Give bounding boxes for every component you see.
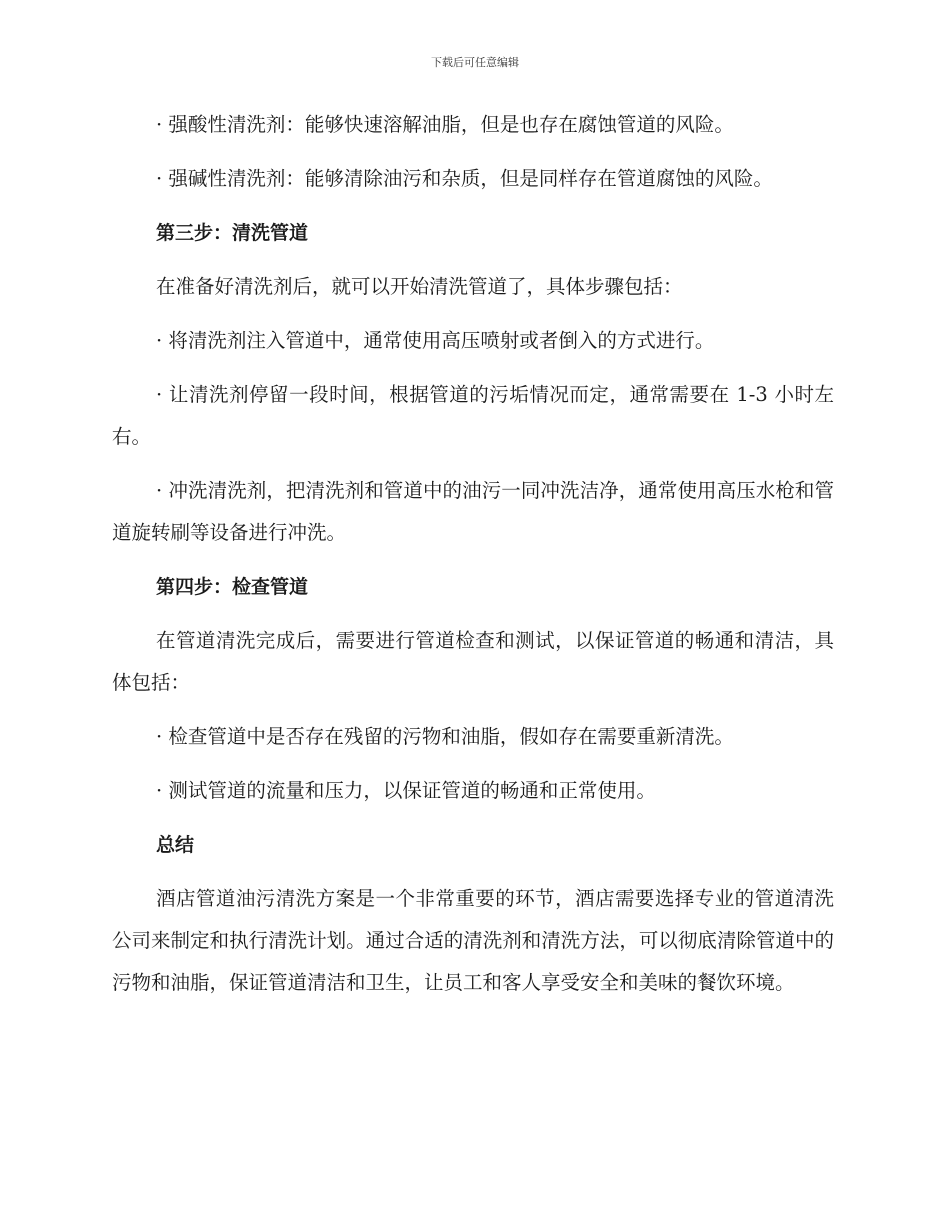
bullet-strong-alkali: · 强碱性清洗剂：能够清除油污和杂质，但是同样存在管道腐蚀的风险。	[156, 167, 773, 190]
heading-summary: 总结	[156, 834, 195, 856]
bullet-check-residue: · 检查管道中是否存在残留的污物和油脂，假如存在需要重新清洗。	[156, 725, 734, 748]
bullet-test-flow: · 测试管道的流量和压力，以保证管道的畅通和正常使用。	[156, 779, 656, 802]
heading-step-four: 第四步：检查管道	[156, 576, 309, 598]
bullet-strong-acid: · 强酸性清洗剂：能够快速溶解油脂，但是也存在腐蚀管道的风险。	[156, 113, 734, 136]
document-body	[112, 104, 834, 1016]
page-header-note: 下载后可任意编辑	[431, 56, 519, 69]
paragraph-step-three-intro: 在准备好清洗剂后，就可以开始清洗管道了，具体步骤包括：	[156, 275, 683, 298]
paragraph-step-four-intro: 在管道清洗完成后，需要进行管道检查和测试，以保证管道的畅通和清洁，具体包括：	[112, 629, 834, 694]
heading-step-three: 第三步：清洗管道	[156, 222, 309, 244]
bullet-rinse: · 冲洗清洗剂，把清洗剂和管道中的油污一同冲洗洁净，通常使用高压水枪和管道旋转刷等设备进行冲洗。	[112, 479, 834, 544]
bullet-inject-cleaner: · 将清洗剂注入管道中，通常使用高压喷射或者倒入的方式进行。	[156, 329, 715, 352]
bullet-let-stand: · 让清洗剂停留一段时间，根据管道的污垢情况而定，通常需要在 1-3 小时左右。	[112, 383, 834, 448]
paragraph-summary: 酒店管道油污清洗方案是一个非常重要的环节，酒店需要选择专业的管道清洗公司来制定和执行清洗计划。通过合适的清洗剂和清洗方法，可以彻底清除管道中的污物和油脂，保证管道清洁和卫生，让员工和客人享受安全和美味的餐饮环境。	[112, 887, 834, 994]
